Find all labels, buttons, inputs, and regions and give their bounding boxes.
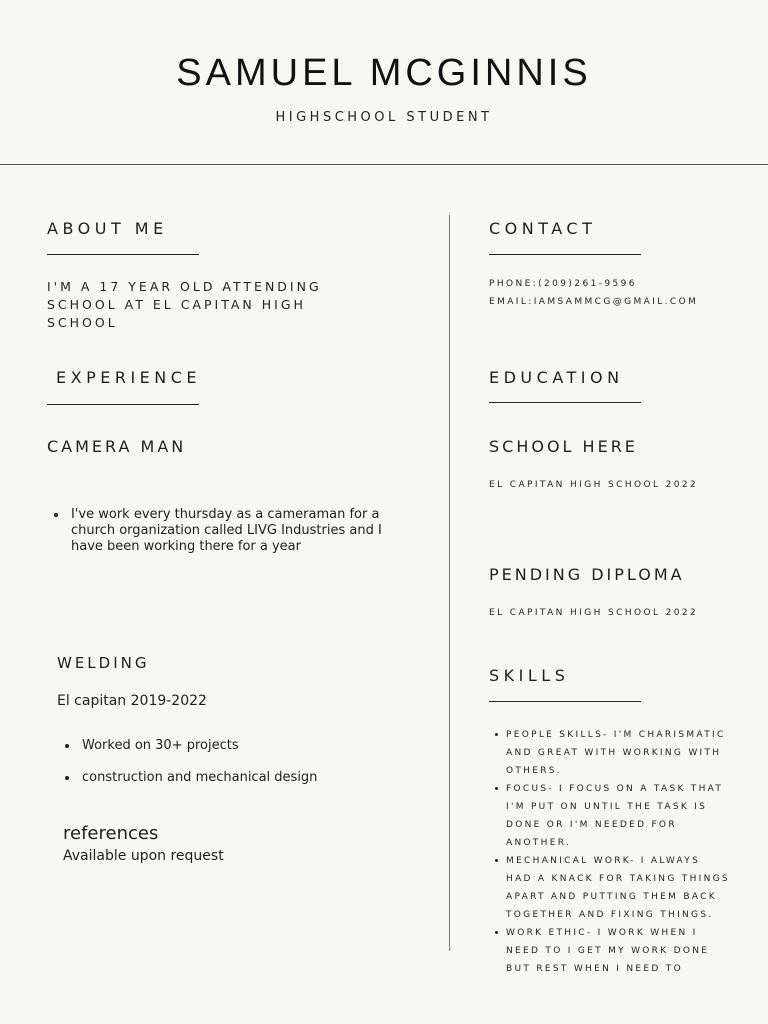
job-title-welding: WELDING <box>57 654 150 672</box>
list-item: Worked on 30+ projects <box>58 738 388 754</box>
school-title: SCHOOL HERE <box>489 437 638 456</box>
list-item: construction and mechanical design <box>58 770 388 786</box>
skills-underline <box>489 701 641 702</box>
references-heading: references <box>63 823 159 844</box>
diploma-detail: EL CAPITAN HIGH SCHOOL 2022 <box>489 608 699 618</box>
list-item: FOCUS- I FOCUS ON A TASK THAT I'M PUT ON UNTIL THE TASK IS DONE OR I'M NEEDED FOR ANOTHER. <box>490 780 730 852</box>
job-title-camera-man: CAMERA MAN <box>47 437 187 456</box>
diploma-title: PENDING DIPLOMA <box>489 565 685 584</box>
about-underline <box>47 254 199 255</box>
list-item: I've work every thursday as a cameraman for a church organization called LIVG Industries and I have been working there for a year <box>47 507 407 555</box>
experience-underline <box>47 404 199 405</box>
column-divider <box>449 215 450 951</box>
resume-subtitle: HIGHSCHOOL STUDENT <box>275 110 493 125</box>
header-divider <box>0 164 768 165</box>
skills-heading: SKILLS <box>489 666 570 685</box>
school-detail: EL CAPITAN HIGH SCHOOL 2022 <box>489 480 699 490</box>
contact-phone: PHONE:(209)261-9596 <box>489 279 637 289</box>
contact-email: EMAIL:IAMSAMMCG@GMAIL.COM <box>489 297 699 307</box>
welding-dates: El capitan 2019-2022 <box>57 693 207 709</box>
contact-underline <box>489 254 641 255</box>
about-text: I'M A 17 YEAR OLD ATTENDING SCHOOL AT EL CAPITAN HIGH SCHOOL <box>47 279 322 330</box>
references-text: Available upon request <box>63 848 224 864</box>
welding-bullets <box>58 738 388 786</box>
about-heading: ABOUT ME <box>47 219 168 238</box>
camera-man-bullets <box>47 507 407 555</box>
list-item: MECHANICAL WORK- I ALWAYS HAD A KNACK FOR TAKING THINGS APART AND PUTTING THEM BACK TOGETHER AND FIXING THINGS. <box>490 852 730 924</box>
resume-name: SAMUEL MCGINNIS <box>176 52 592 94</box>
contact-heading: CONTACT <box>489 219 597 238</box>
education-underline <box>489 402 641 403</box>
list-item: PEOPLE SKILLS- I'M CHARISMATIC AND GREAT WITH WORKING WITH OTHERS. <box>490 726 730 780</box>
skills-list <box>490 726 730 978</box>
education-heading: EDUCATION <box>489 368 624 387</box>
list-item: WORK ETHIC- I WORK WHEN I NEED TO I GET MY WORK DONE BUT REST WHEN I NEED TO <box>490 924 730 978</box>
experience-heading: EXPERIENCE <box>56 368 202 387</box>
